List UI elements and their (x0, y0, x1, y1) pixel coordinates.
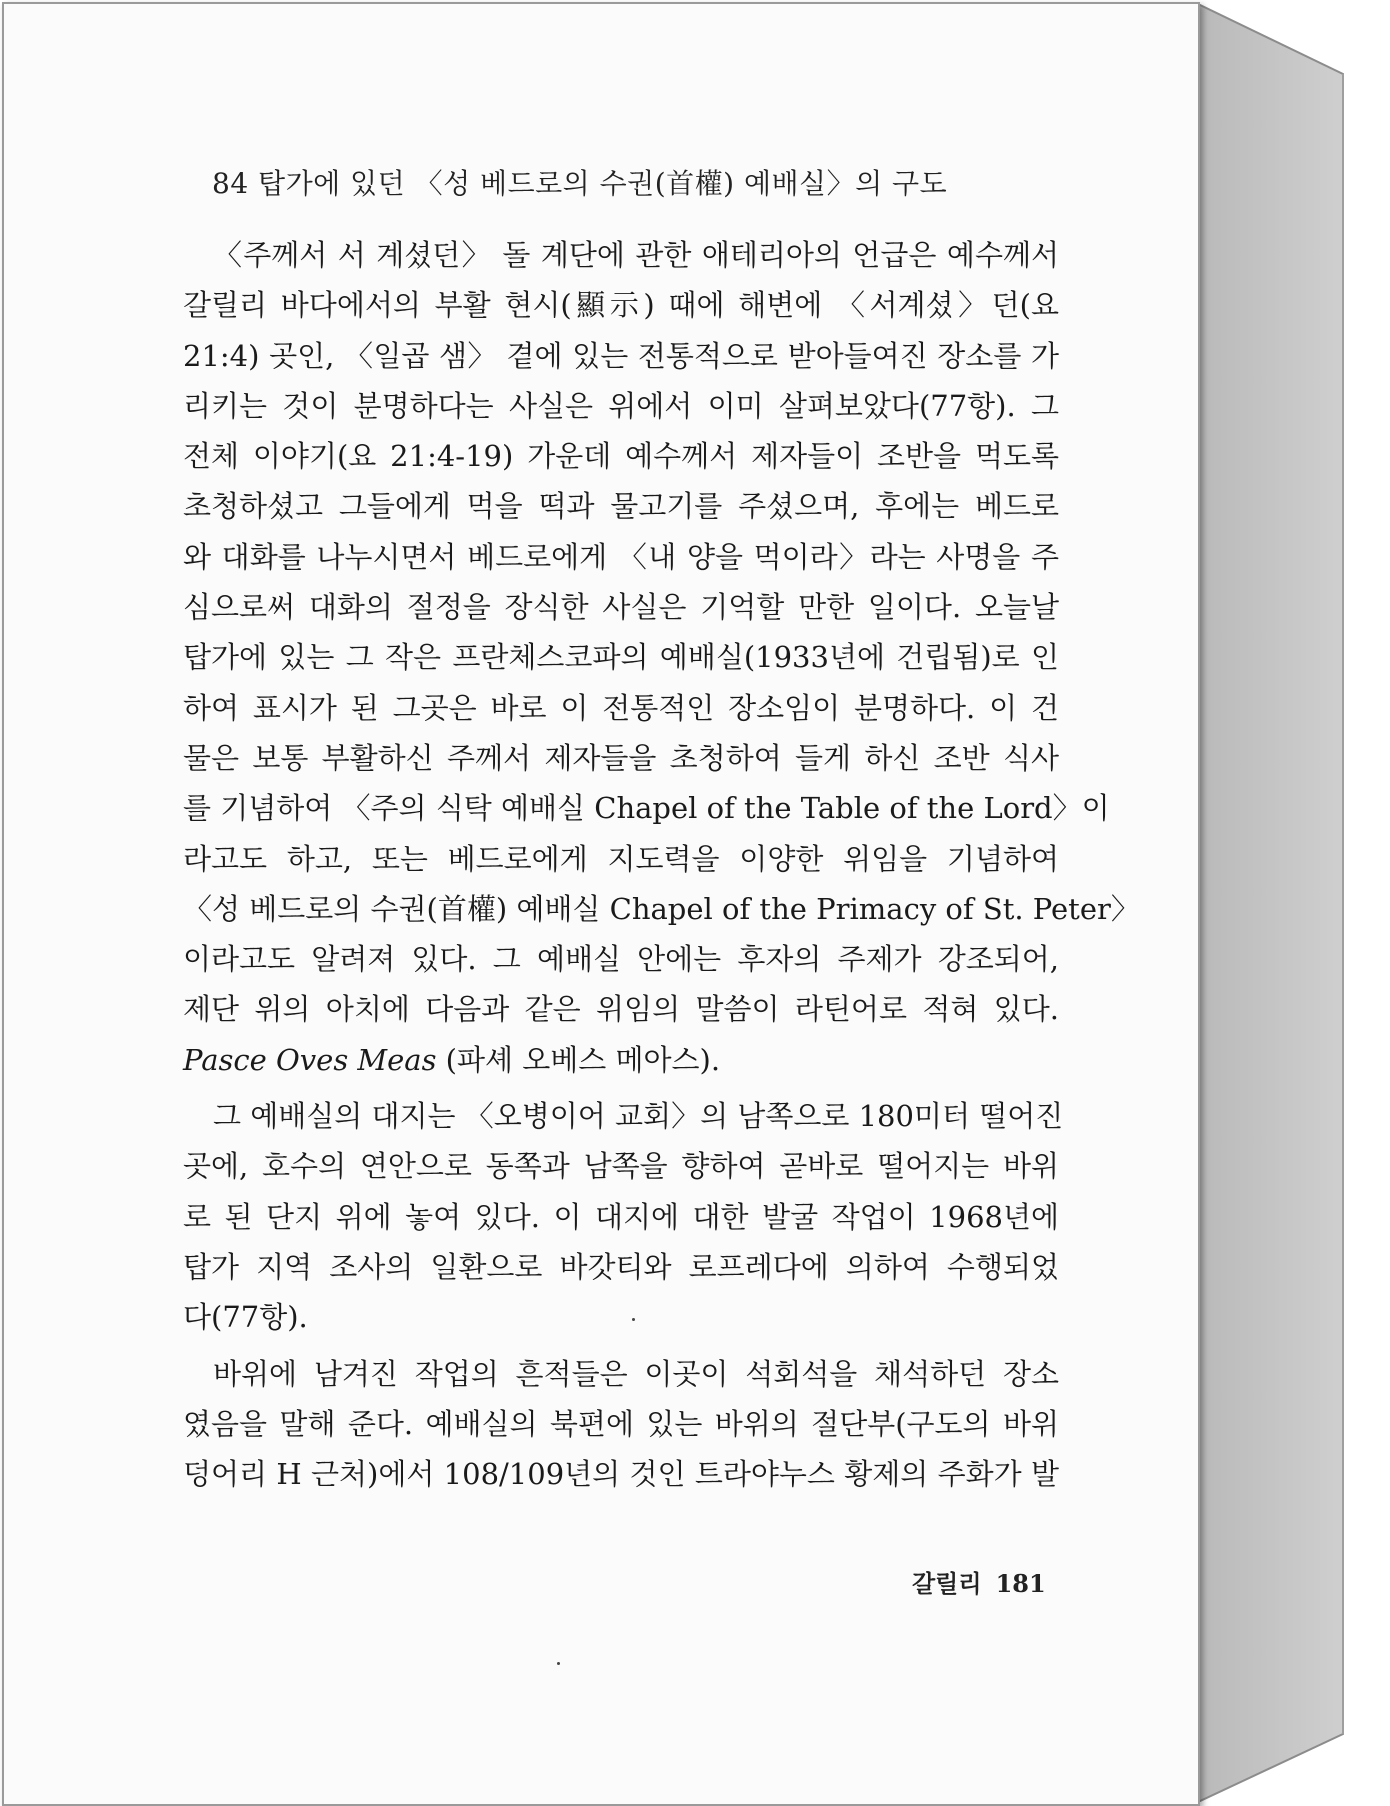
text-line: 21:4) 곳인, 〈일곱 샘〉 곁에 있는 전통적으로 받아들여진 장소를 가 (183, 338, 1059, 373)
text-line: 전체 이야기(요 21:4-19) 가운데 예수께서 제자들이 조반을 먹도록 (183, 439, 1059, 474)
text-line: 였음을 말해 준다. 예배실의 북편에 있는 바위의 절단부(구도의 바위 (183, 1406, 1059, 1441)
figure-caption: 84 탑가에 있던 〈성 베드로의 수권(首權) 예배실〉의 구도 (212, 167, 948, 200)
text-line: 탑가에 있는 그 작은 프란체스코파의 예배실(1933년에 건립됨)로 인 (183, 640, 1059, 675)
text-line: 초청하셨고 그들에게 먹을 떡과 물고기를 주셨으며, 후에는 베드로 (183, 489, 1059, 524)
page-footer (912, 1564, 1046, 1599)
text-line: 덩어리 H 근처)에서 108/109년의 것인 트라야누스 황제의 주화가 발 (183, 1457, 1059, 1492)
text-line: 로 된 단지 위에 놓여 있다. 이 대지에 대한 발굴 작업이 1968년에 (183, 1199, 1059, 1234)
latin-transliteration: (파셰 오베스 메아스). (436, 1042, 721, 1077)
text-line: 그 예배실의 대지는 〈오병이어 교회〉의 남쪽으로 180미터 떨어진 (213, 1099, 1064, 1134)
text-line: 물은 보통 부활하신 주께서 제자들을 초청하여 들게 하신 조반 식사 (183, 740, 1059, 775)
text-line: 리키는 것이 분명하다는 사실은 위에서 이미 살펴보았다(77항). 그 (183, 388, 1059, 423)
text-line: 제단 위의 아치에 다음과 같은 위임의 말씀이 라틴어로 적혀 있다. (183, 992, 1059, 1027)
text-line: 심으로써 대화의 절정을 장식한 사실은 기억할 만한 일이다. 오늘날 (183, 590, 1059, 625)
text-line: 〈주께서 서 계셨던〉 돌 계단에 관한 애테리아의 언급은 예수께서 (213, 238, 1059, 272)
text-line: 〈성 베드로의 수권(首權) 예배실 Chapel of the Primacy of St. Peter〉 (183, 891, 1140, 926)
running-footer-section: 갈릴리 (912, 1569, 982, 1598)
text-line: 바위에 남겨진 작업의 흔적들은 이곳이 석회석을 채석하던 장소 (213, 1356, 1059, 1391)
text-line: 라고도 하고, 또는 베드로에게 지도력을 이양한 위임을 기념하여 (183, 841, 1059, 876)
text-line: 이라고도 알려져 있다. 그 예배실 안에는 후자의 주제가 강조되어, (183, 942, 1059, 977)
text-line-latin (183, 1035, 1059, 1085)
text-line: 탑가 지역 조사의 일환으로 바갓티와 로프레다에 의하여 수행되었 (183, 1249, 1059, 1284)
text-line: 를 기념하여 〈주의 식탁 예배실 Chapel of the Table of the Lord〉이 (183, 791, 1110, 826)
text-line: 와 대화를 나누시면서 베드로에게 〈내 양을 먹이라〉라는 사명을 주 (183, 539, 1059, 574)
scan-speck (557, 1662, 560, 1665)
body-text (183, 230, 1140, 1499)
page-number: 181 (995, 1569, 1046, 1598)
text-line: 하여 표시가 된 그곳은 바로 이 전통적인 장소임이 분명하다. 이 건 (183, 690, 1059, 725)
scan-speck (632, 1318, 635, 1321)
text-line: 다(77항). (183, 1300, 308, 1335)
latin-phrase: Pasce Oves Meas (183, 1042, 437, 1077)
book-edge (1198, 4, 1378, 1802)
text-line: 곳에, 호수의 연안으로 동쪽과 남쪽을 향하여 곧바로 떨어지는 바위 (183, 1149, 1059, 1184)
text-line: 갈릴리 바다에서의 부활 현시(顯示) 때에 해변에 〈서계셨〉던(요 (183, 288, 1059, 323)
